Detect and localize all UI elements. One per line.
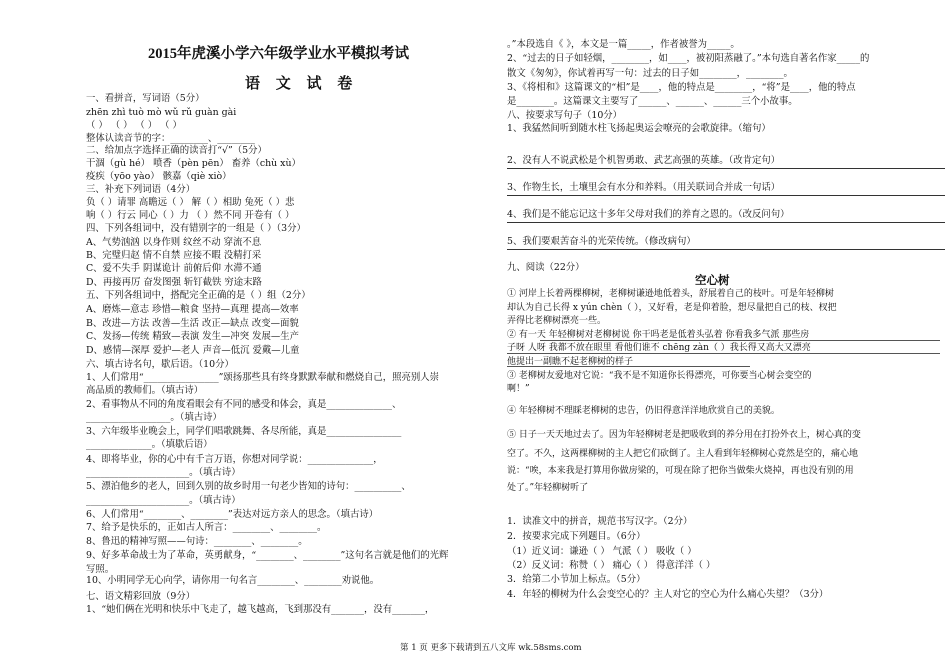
left-line: ______________________。（填古诗） [86, 467, 241, 478]
left-line: 七、语文精彩回放（9分） [86, 591, 196, 602]
left-line: 疫疾（yōo yào） 骸嘉（qiè xiò） [86, 171, 232, 182]
passage-underline [507, 353, 940, 354]
left-line: 负（ ）请罪 高瞻远（ ） 解（ ）相助 兔死（ ）悲 [86, 197, 295, 208]
left-line: 写照。 [86, 564, 115, 575]
passage-line: ③ 老柳树友爱地对它说：“我不是不知道你长得漂亮，可你要当心树会变空的 [507, 371, 812, 381]
passage-line: ① 河岸上长着两棵柳树，老柳树谦逊地低着头，舒展着自己的枝叶。可是年轻柳树 [507, 289, 834, 299]
right-line: 九、阅读（22分） [507, 262, 585, 273]
left-line: 7、给予是快乐的，正如古人所言：________、________。 [86, 522, 327, 533]
question-line: （1）近义词：谦逊（ ） 气派（ ） 吸收（ ） [507, 546, 697, 557]
question-line: 3．给第二小节加上标点。（5分） [507, 574, 646, 585]
right-line: 八、按要求写句子（10分） [507, 110, 623, 121]
passage-line: ② 有一天 年轻柳树对老柳树说 你干吗老是低着头弘着 你看我多气派 那些房 [507, 330, 810, 340]
passage-line: 空了。不久，这两棵柳树的主人把它们砍倒了。主人看到年轻柳树心竟然是空的，痛心地 [507, 449, 859, 459]
left-line: 6、人们常用“________、________”表达对远方亲人的思念。（填古诗） [86, 509, 379, 520]
question-line: 1．读准文中的拼音，规范书写汉字。（2分） [507, 516, 693, 527]
right-line: 是________。这篇课文主要写了______、______、______三个小故事。 [507, 96, 798, 107]
left-line: zhēn zhì tuò mò wǔ rǔ guàn gài [86, 107, 237, 118]
left-line: C、发扬—传统 精致—表演 发生—冲突 发展—生产 [86, 331, 299, 342]
left-line: 六、填古诗名句，歇后语。（10分） [86, 359, 234, 370]
left-line: ______________________。（填古诗） [86, 495, 241, 506]
right-line: 。”本段选自《 》，本文是一篇_____，作者被誉为_____。 [507, 39, 740, 50]
passage-line: 处了。”年轻柳树听了 [507, 483, 589, 493]
left-line: 8、鲁迅的精神写照——句诗：________、________。 [86, 536, 308, 547]
left-line: 三、补充下列词语（4分） [86, 184, 196, 195]
answer-rule[interactable] [507, 222, 945, 223]
left-line: 1、“她们俩在光明和快乐中飞走了，越飞越高，飞到那没有_______，没有_______， [86, 604, 435, 615]
passage-line: ④ 年轻柳树不理睬老柳树的忠告，仍旧得意洋洋地欣赏自己的美貌。 [507, 406, 780, 416]
left-line: 五、下列各组词中，搭配完全正确的是（ ）组（2分） [86, 290, 311, 301]
passage-line: 啊！” [507, 384, 530, 394]
question-line: 2．按要求完成下列题目。（6分） [507, 531, 646, 542]
left-line: 一、看拼音，写词语（5分） [86, 93, 205, 104]
passage-underline [540, 340, 940, 341]
right-line: 1、我猛然间听到随水柱飞扬起奥运会嘹亮的会歌旋律。（缩句） [507, 123, 771, 134]
answer-rule[interactable] [507, 168, 945, 169]
left-line: 二、给加点字选择正确的读音打“√”（5分） [86, 145, 267, 156]
left-line: 9、好多革命战士为了革命，英勇献身，“________、________”这句名言就是他们的光辉 [86, 550, 449, 561]
left-line: 高品质的教师们。（填古诗） [86, 385, 204, 396]
page-footer: 第 1 页 更多下载请到五八文库 wk.58sms.com [400, 643, 582, 653]
left-line: 2、看事物从不同的角度看眼会有不同的感受和体会，真是______________、 [86, 399, 402, 410]
left-line: 四、下列各组词中，没有错别字的一组是（ ）（3分） [86, 223, 306, 234]
left-line: A、气势汹汹 以身作则 纹丝不动 穿流不息 [86, 237, 262, 248]
passage-underline [507, 366, 750, 367]
exam-subtitle: 语 文 试 卷 [245, 76, 359, 92]
left-line: （ ） （ ） （ ） （ ） [86, 120, 182, 131]
passage-line: 他提出一副瞧不起老柳树的样子 [507, 357, 634, 367]
left-line: D、再接再厉 奋发图强 斩钉截铁 穷途末路 [86, 277, 262, 288]
left-line: B、完璧归赵 情不自禁 应接不暇 没精打采 [86, 250, 262, 261]
passage-line: 却认为自己长得 x yún chèn（ ），又好看，老是仰着脸，想尽量把自己的枝、杈把 [507, 303, 837, 313]
right-line: 散文《匆匆》，你试着再写一句：过去的日子如________，________。 [507, 68, 793, 79]
answer-rule[interactable] [507, 195, 945, 196]
left-line: C、爱不失手 阴谋诡计 前俯后仰 水滞不通 [86, 263, 262, 274]
left-line: D、感情—深厚 爱护—老人 声音—低沉 爱戴—儿童 [86, 345, 300, 356]
right-line: 2、没有人不说武松是个机智勇敢、武艺高强的英雄。（改肯定句） [507, 155, 781, 166]
left-line: 4、即将毕业，你的心中有千言万语，你想对同学说：______________， [86, 454, 383, 465]
left-line: 1、人们常用“________________”颂扬那些具有终身默默奉献和燃烧自己，照亮别人崇 [86, 372, 440, 383]
passage-title: 空心树 [695, 273, 730, 287]
left-line: ______________。（填歇后语） [86, 439, 213, 450]
passage-line: ⑤ 日子一天天地过去了。因为年轻柳树老是把吸收到的养分用在打扮外衣上，树心真的变 [507, 430, 861, 440]
left-line: __________________。（填古诗） [86, 412, 222, 423]
passage-line: 弄得比老柳树漂亮一些。 [507, 316, 607, 326]
left-line: A、磨炼—意志 珍惜—粮食 坚持—真理 提高—效率 [86, 304, 299, 315]
question-line: （2）反义词：称赞（ ） 痛心（ ） 得意洋洋（ ） [507, 560, 716, 571]
left-line: 整体认读音节的字：________、________ [86, 133, 255, 144]
right-line: 3、《将相和》这篇课文的“相”是____，他的特点是________，“将”是____，他的特点 [507, 82, 856, 93]
right-line: 3、作物生长，土壤里会有水分和养料。（用关联词合并成一句话） [507, 182, 781, 193]
left-line: B、改进—方法 改善—生活 改正—缺点 改变—面貌 [86, 318, 299, 329]
right-line: 5、我们要艰苦奋斗的光荣传统。（修改病句） [507, 236, 696, 247]
left-line: 响（ ）行云 同心（ ）力 （ ）然不同 开卷有（ ） [86, 210, 295, 221]
left-line: 3、六年级毕业晚会上，同学们唱歌跳舞、各尽所能，真是________________ [86, 426, 402, 437]
answer-rule[interactable] [507, 249, 945, 250]
right-line: 4、我们是不能忘记这十多年父母对我们的养育之恩的。（改反问句） [507, 209, 790, 220]
right-line: 2、“过去的日子如轻烟，________，如____，被初阳蒸融了。”本句选自著名作家_____的 [507, 53, 870, 64]
exam-title: 2015年虎溪小学六年级学业水平模拟考试 [148, 46, 409, 62]
left-line: 10、小明同学无心向学，请你用一句名言________、________劝说他。 [86, 575, 380, 586]
passage-line: 子呀 人呀 我都不放在眼里 看他们谁不 chēng zàn（ ）我长得又高大又漂亮 [507, 343, 811, 353]
passage-line: 说：“唉，本来我是打算用你做房梁的，可现在除了把你当做柴火烧掉，再也没有别的用 [507, 466, 854, 476]
question-line: 4．年轻的柳树为什么会变空心的？主人对它的空心为什么痛心失望？（3分） [507, 589, 829, 600]
left-line: 5、漂泊他乡的老人，回到久别的故乡时用一句老少皆知的诗句：__________、 [86, 481, 411, 492]
left-line: 干涸（gù hé） 喷香（pèn pēn） 畜养（chù xù） [86, 158, 301, 169]
